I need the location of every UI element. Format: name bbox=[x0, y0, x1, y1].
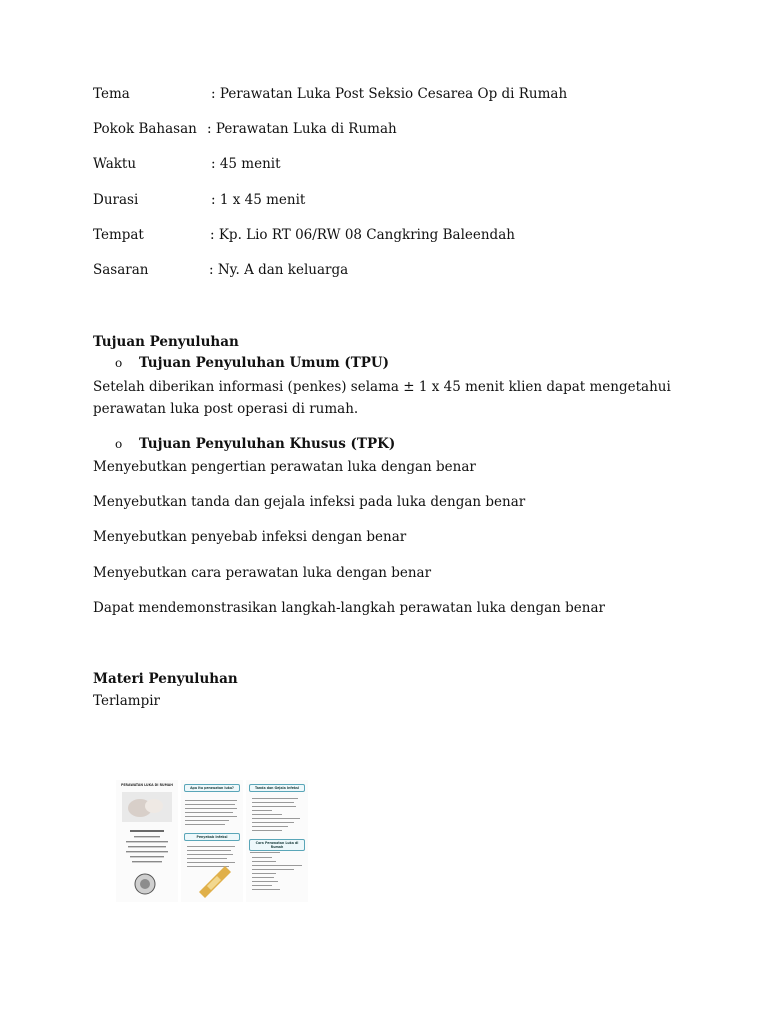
info-value: : 45 menit bbox=[211, 156, 281, 172]
info-label: Waktu bbox=[93, 156, 137, 172]
info-row-sasaran bbox=[93, 262, 349, 278]
leaflet-bandage-graphic bbox=[181, 780, 243, 902]
info-label: Tempat bbox=[93, 227, 144, 243]
tpk-item: Menyebutkan cara perawatan luka dengan benar bbox=[93, 565, 432, 581]
tpk-item: Menyebutkan penyebab infeksi dengan benar bbox=[93, 529, 407, 545]
tpk-item: Menyebutkan pengertian perawatan luka dengan benar bbox=[93, 459, 476, 475]
leaflet-box-title: Tanda dan Gejala Infeksi bbox=[249, 784, 305, 792]
info-value: : Kp. Lio RT 06/RW 08 Cangkring Baleendah bbox=[210, 227, 515, 243]
info-label: Tema bbox=[93, 86, 130, 102]
info-row-durasi bbox=[93, 192, 306, 208]
leaflet-box-subtitle: Cara Perawatan Luka di Rumah bbox=[249, 839, 305, 851]
info-label: Durasi bbox=[93, 192, 139, 208]
materi-text: Terlampir bbox=[93, 693, 160, 709]
tpk-item: Dapat mendemonstrasikan langkah-langkah perawatan luka dengan benar bbox=[93, 600, 605, 616]
tpk-subheading bbox=[115, 436, 395, 452]
bullet: o bbox=[115, 437, 123, 451]
materi-heading: Materi Penyuluhan bbox=[93, 671, 238, 687]
leaflet-panel-signs bbox=[246, 780, 308, 902]
bullet: o bbox=[115, 356, 123, 370]
info-value: : 1 x 45 menit bbox=[211, 192, 306, 208]
leaflet-cover-graphics bbox=[116, 780, 178, 902]
tpu-subheading bbox=[115, 355, 389, 371]
tpk-item: Menyebutkan tanda dan gejala infeksi pada luka dengan benar bbox=[93, 494, 526, 510]
info-row-tempat bbox=[93, 227, 515, 243]
leaflet-image bbox=[116, 780, 312, 902]
tpk-heading-text: Tujuan Penyuluhan Khusus (TPK) bbox=[139, 436, 396, 452]
tujuan-heading: Tujuan Penyuluhan bbox=[93, 334, 239, 350]
tpu-heading-text: Tujuan Penyuluhan Umum (TPU) bbox=[139, 355, 390, 371]
leaflet-panel-definition bbox=[181, 780, 243, 902]
info-label: Pokok Bahasan bbox=[93, 121, 197, 137]
info-value: : Perawatan Luka di Rumah bbox=[207, 121, 397, 137]
leaflet-box-title: Apa itu perawatan luka? bbox=[184, 784, 240, 792]
info-row-pokok-bahasan bbox=[93, 121, 397, 137]
leaflet-box-subtitle: Penyebab Infeksi bbox=[184, 833, 240, 841]
info-row-tema bbox=[93, 86, 568, 102]
leaflet-panel-cover bbox=[116, 780, 178, 902]
info-row-waktu bbox=[93, 156, 281, 172]
info-value: : Ny. A dan keluarga bbox=[209, 262, 349, 278]
info-label: Sasaran bbox=[93, 262, 149, 278]
info-value: : Perawatan Luka Post Seksio Cesarea Op di Rumah bbox=[211, 86, 568, 102]
leaflet-cover-title: PERAWATAN LUKA DI RUMAH bbox=[121, 783, 173, 787]
tpu-paragraph: Setelah diberikan informasi (penkes) selama ± 1 x 45 menit klien dapat mengetahui perawatan luka post operasi di rumah. bbox=[93, 379, 671, 417]
